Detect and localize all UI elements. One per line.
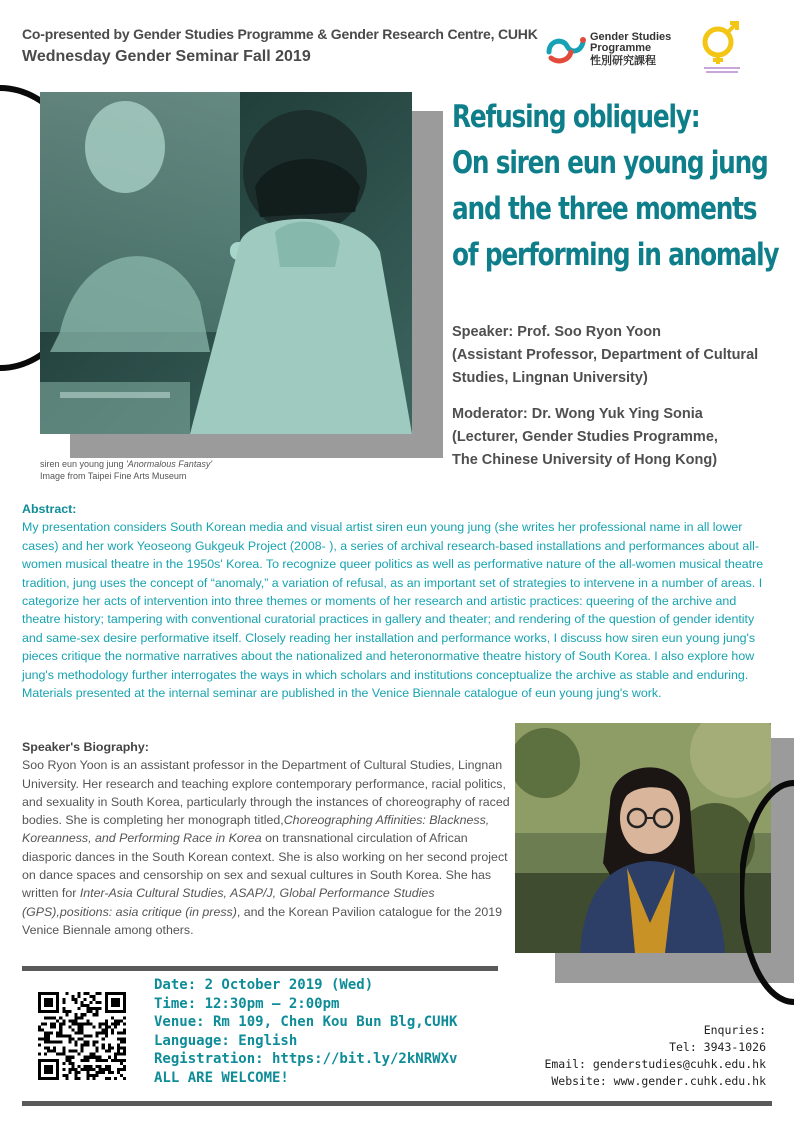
moderator-block (452, 403, 782, 472)
talk-title (452, 94, 779, 278)
talk-title-line-2: On siren eun young jung (452, 145, 768, 181)
performance-photo (40, 92, 412, 434)
header-copresented: Co-presented by Gender Studies Programme & Gender Research Centre, CUHK (22, 26, 538, 42)
bio-text-1: Soo Ryon Yoon is an assistant professor in the Department of Cultural Studies, Lingnan University. Her research and teaching explore contemporary performance, racial politics, and sexuality in South Korea, particularly through the instances of choreography of raced bodies. She is completing her monograph titled, (22, 758, 510, 828)
event-date: Date: 2 October 2019 (Wed) (154, 977, 374, 993)
event-welcome: ALL ARE WELCOME! (154, 1069, 289, 1086)
bio-text-2: on transnational circulation of African diasporic dances in the South Korean context. She is also working on her second project on dance spaces and censorship on sex and sexual cultures in South Korea. She has written for (22, 831, 508, 901)
gsp-logo-text (590, 32, 676, 67)
speaker-name: Speaker: Prof. Soo Ryon Yoon (452, 324, 661, 340)
grc-logo-mark (700, 18, 744, 74)
caption-work-title: 'Anormalous Fantasy' (126, 459, 213, 469)
bio-book-title: Choreographing Affinities: Blackness, Koreanness, and Performing Race in Korea (22, 813, 490, 846)
moderator-affiliation-1: (Lecturer, Gender Studies Programme, (452, 429, 718, 445)
abstract-body: My presentation considers South Korean media and visual artist siren eun young jung (she writes her professional name in all lower cases) and her work Yeoseong Gukgeuk Project (2008- ), a series of archival research-based installations and performances about all-women musical theatre in the 1950s' Korea. To recognize queer politics as well as performative nature of the all-women musical theatre tradition, jung uses the concept of “anomaly,” a variation of refusal, as an important set of strategies to intervene in a number of areas. I categorize her acts of intervention into three themes or moments of her research and artistic practices: queering of the archive and theatre history; tampering with conventional curatorial practices in gallery and theater; and rendering of the question of gender identity and same-sex desire performative itself. Closely reading her installation and performance works, I discuss how siren eun young jung's pieces critique the normative narratives about the nationalized and heteronormative theatre history of South Korea. I also explore how jung's methodology further interrogates the ways in which scholars and institutions conceptualize the archive as stable and enduring. Materials presented at the internal seminar are published in the Venice Biennale catalogue of eun young jung's work. (22, 520, 764, 701)
speaker-affiliation-2: Studies, Lingnan University) (452, 370, 648, 386)
event-time: Time: 12:30pm – 2:00pm (154, 995, 340, 1012)
event-details (154, 976, 457, 1088)
divider-top (22, 966, 498, 971)
talk-title-line-4: of performing in anomaly (452, 237, 779, 273)
event-venue: Venue: Rm 109, Chen Kou Bun Blg,CUHK (154, 1014, 458, 1031)
talk-title-line-1: Refusing obliquely: (452, 99, 700, 135)
photo-caption (40, 458, 212, 482)
gender-studies-programme-logo (545, 30, 589, 66)
enquiries-email[interactable]: Email: genderstudies@cuhk.edu.hk (544, 1057, 766, 1071)
abstract-heading: Abstract: (22, 502, 77, 516)
moderator-affiliation-2: The Chinese University of Hong Kong) (452, 452, 718, 468)
caption-artist: siren eun young jung (40, 459, 127, 469)
enquiries-label: Enquries: (703, 1023, 766, 1037)
gsp-logo-mark (545, 30, 589, 66)
bio-text-3: , and the Korean Pavilion catalogue for the 2019 Venice Biennale among others. (22, 904, 503, 937)
event-registration-link[interactable]: Registration: https://bit.ly/2kNRWXv (154, 1051, 458, 1068)
enquiries-tel: Tel: 3943-1026 (669, 1040, 766, 1054)
caption-source: Image from Taipei Fine Arts Museum (40, 471, 187, 481)
header-seminar-series: Wednesday Gender Seminar Fall 2019 (22, 48, 311, 65)
qr-code-pattern (38, 992, 126, 1080)
enquiries-website[interactable]: Website: www.gender.cuhk.edu.hk (551, 1074, 766, 1088)
gender-research-centre-logo (700, 18, 744, 74)
biography-section (22, 738, 512, 939)
speaker-affiliation-1: (Assistant Professor, Department of Cultural (452, 347, 759, 363)
event-language: Language: English (154, 1032, 298, 1049)
gsp-logo-en: Gender Studies Programme (590, 31, 672, 54)
bio-journals: Inter-Asia Cultural Studies, ASAP/J, Global Performance Studies (GPS),positions: asia critique (in press) (22, 886, 435, 919)
enquiries-block (544, 1022, 766, 1090)
biography-heading: Speaker's Biography: (22, 740, 149, 754)
talk-title-line-3: and the three moments (452, 191, 757, 227)
right-decorative-arc (740, 780, 794, 1005)
divider-bottom (22, 1101, 772, 1106)
performance-photo-image (40, 92, 412, 434)
gsp-logo-zh: 性別研究課程 (590, 55, 656, 67)
registration-qr-code[interactable] (38, 992, 126, 1080)
speaker-portrait-image (515, 723, 771, 953)
speaker-portrait (515, 723, 771, 953)
speaker-block (452, 321, 782, 390)
moderator-name: Moderator: Dr. Wong Yuk Ying Sonia (452, 406, 703, 422)
abstract-section (22, 500, 777, 702)
